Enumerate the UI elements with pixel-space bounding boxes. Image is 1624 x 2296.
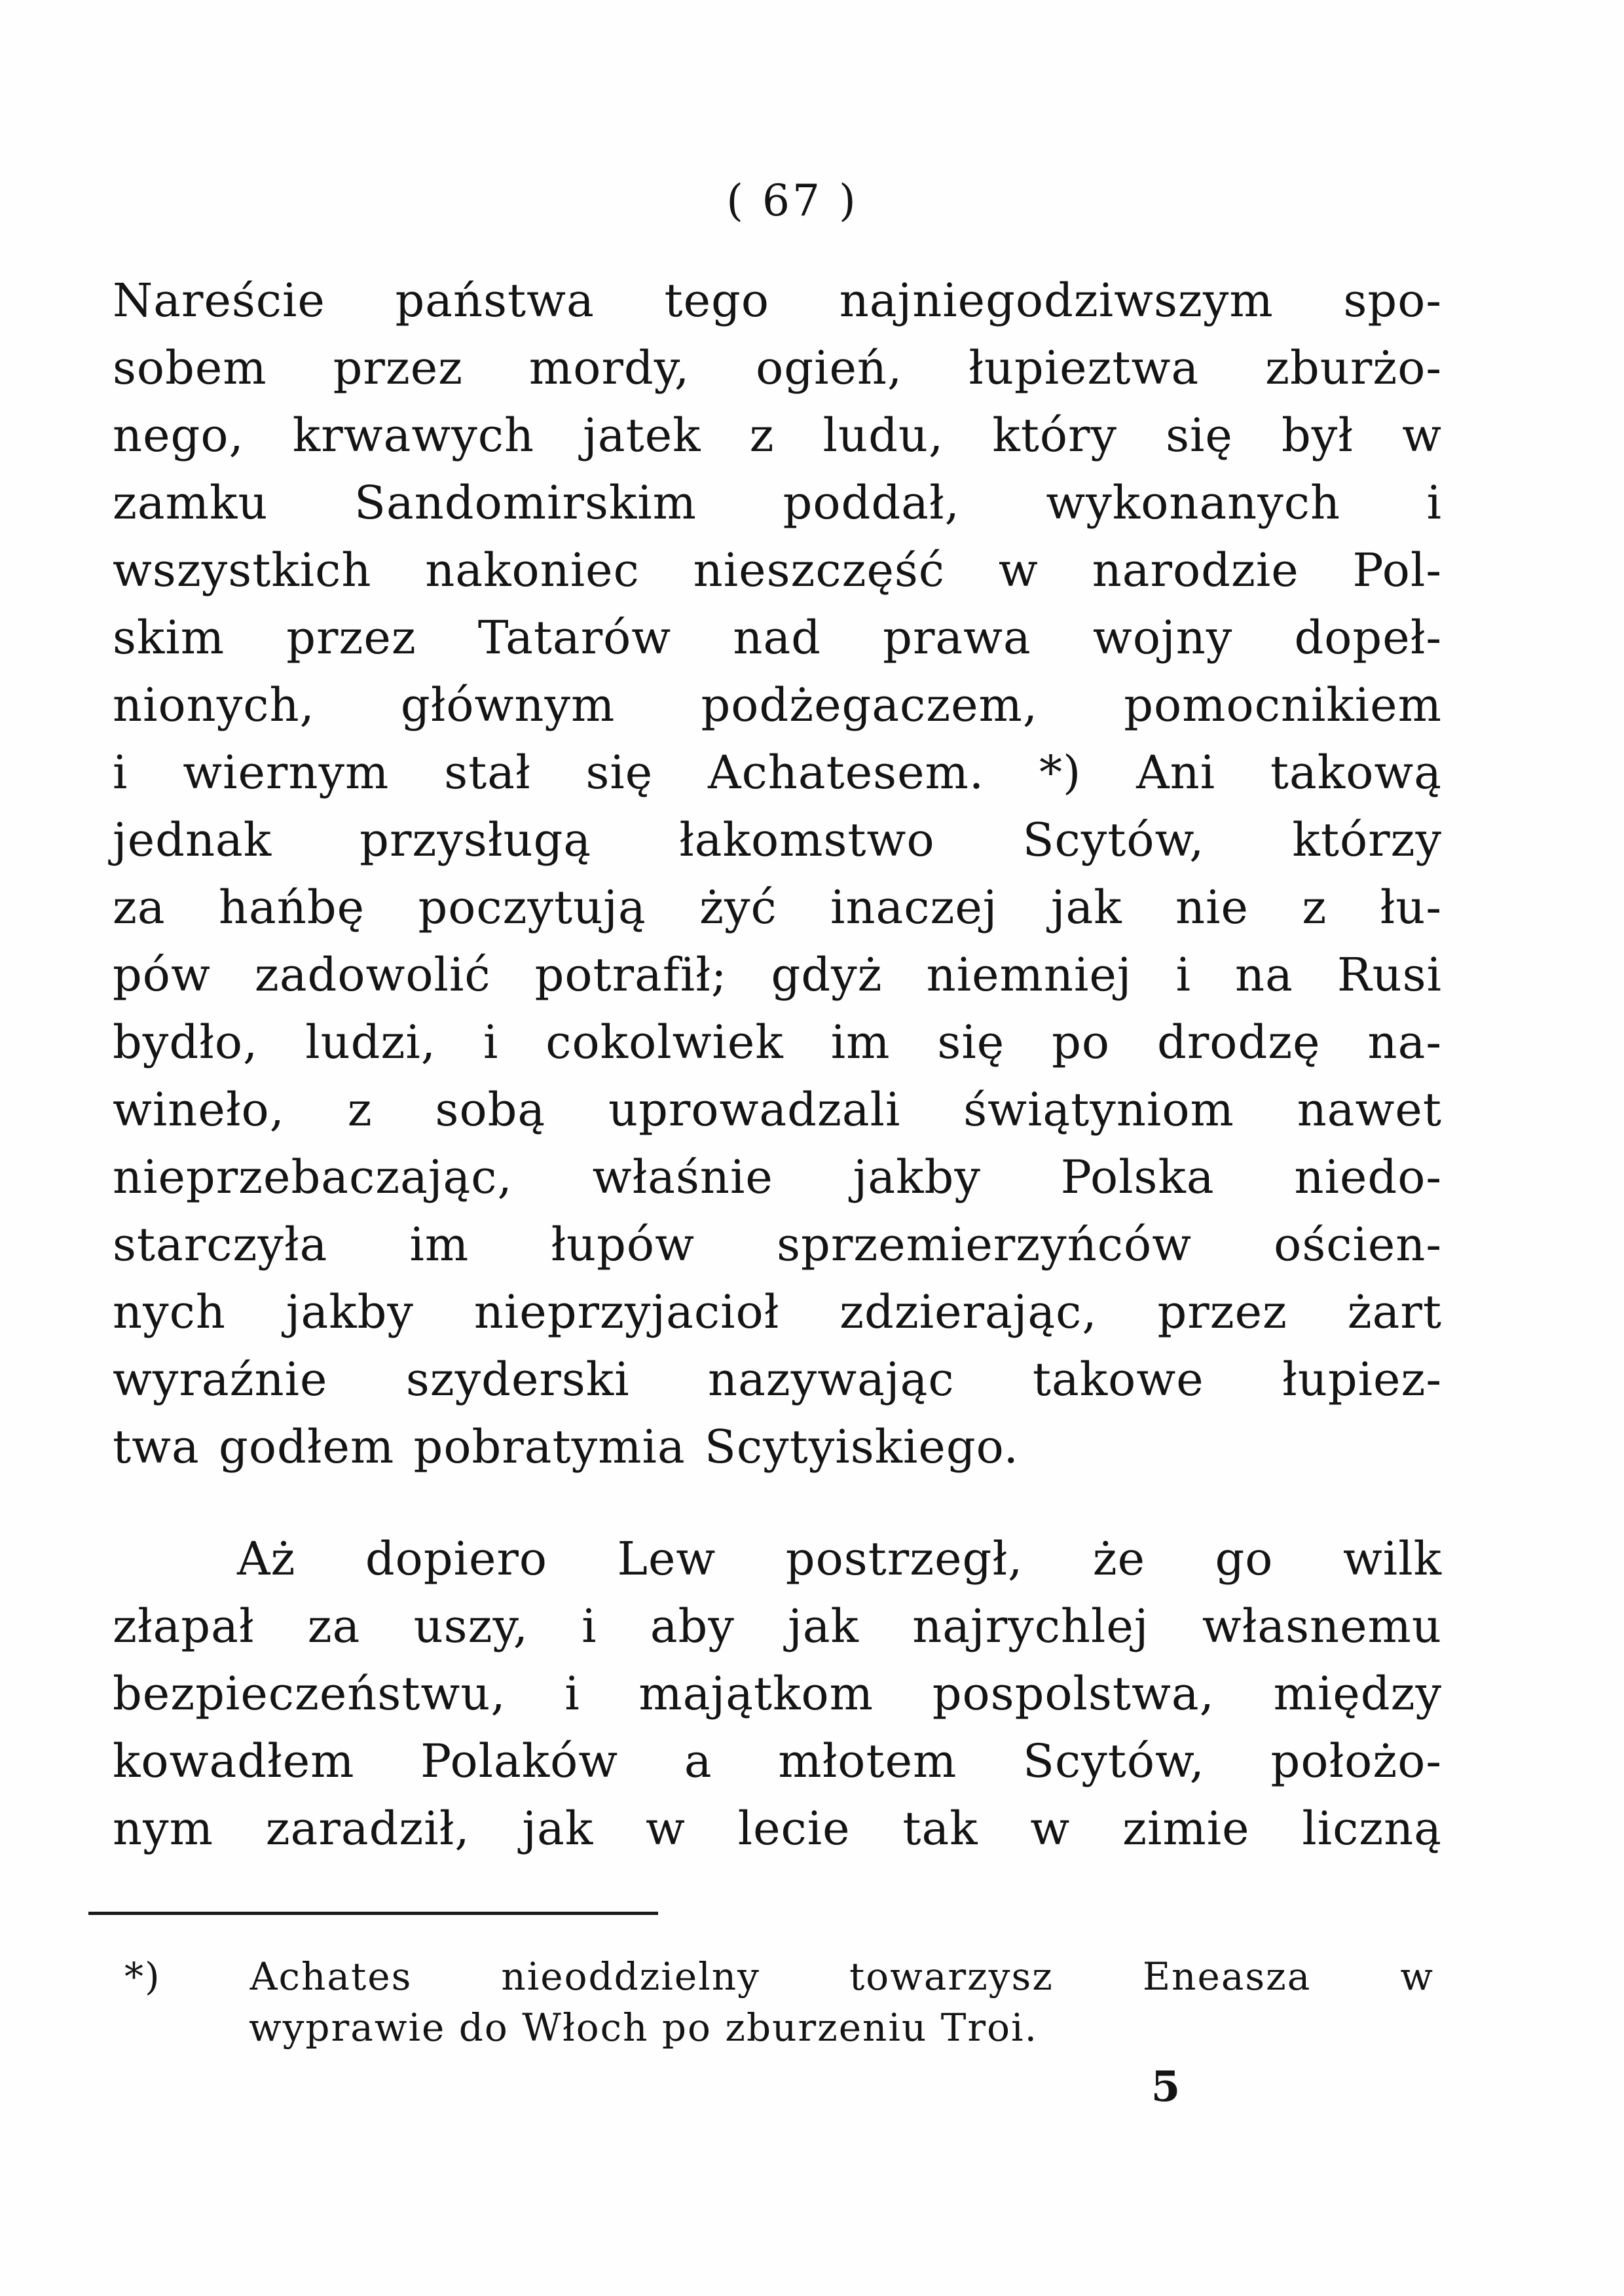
- text-line: nych jakby nieprzyjacioł zdzierając, przez żart: [113, 1285, 1442, 1339]
- text-line: nionych, głównym podżegaczem, pomocnikiem: [113, 678, 1442, 732]
- text-line: sobem przez mordy, ogień, łupieztwa zburżo-: [113, 341, 1442, 395]
- text-line: wszystkich nakoniec nieszczęść w narodzie Pol-: [113, 543, 1442, 597]
- paragraph-1: [113, 267, 1442, 1481]
- text-line: zamku Sandomirskim poddał, wykonanych i: [113, 476, 1442, 530]
- footnote-divider: [88, 1912, 658, 1915]
- text-line: bezpieczeństwu, i majątkom pospolstwa, między: [113, 1667, 1442, 1721]
- footnote-line: wyprawie do Włoch po zburzeniu Troi.: [249, 2005, 1039, 2050]
- text-line: nieprzebaczając, właśnie jakby Polska niedo-: [113, 1150, 1442, 1204]
- paragraph-2: [113, 1525, 1442, 1863]
- text-line: Nareście państwa tego najniegodziwszym spo-: [113, 274, 1442, 327]
- text-line: za hańbę poczytują żyć inaczej jak nie z łu-: [113, 881, 1442, 934]
- text-line: skim przez Tatarów nad prawa wojny dopeł-: [113, 611, 1442, 665]
- text-line: pów zadowolić potrafił; gdyż niemniej i na Rusi: [113, 948, 1442, 1002]
- text-line: kowadłem Polaków a młotem Scytów, położo-: [113, 1734, 1442, 1788]
- text-line: i wiernym stał się Achatesem. *) Ani takową: [113, 746, 1442, 799]
- text-line: wyraźnie szyderski nazywając takowe łupiez-: [113, 1353, 1442, 1406]
- text-line: bydło, ludzi, i cokolwiek im się po drodzę na-: [113, 1015, 1442, 1069]
- text-line: nym zaradził, jak w lecie tak w zimie liczną: [113, 1802, 1442, 1855]
- page-number: ( 67 ): [726, 175, 858, 226]
- text-line: jednak przysługą łakomstwo Scytów, którzy: [113, 813, 1442, 867]
- text-line: starczyła im łupów sprzemierzyńców ościen-: [113, 1218, 1442, 1271]
- text-line: Aż dopiero Lew postrzegł, że go wilk: [237, 1532, 1442, 1586]
- text-line: wineło, z sobą uprowadzali świątyniom nawet: [113, 1083, 1442, 1137]
- footnote-line: *) Achates nieoddzielny towarzysz Eneasza w: [124, 1954, 1434, 1999]
- footnote: [124, 1951, 1434, 2053]
- text-line: nego, krwawych jatek z ludu, który się był w: [113, 409, 1442, 462]
- signature-mark: 5: [1151, 2062, 1181, 2111]
- text-line: złapał za uszy, i aby jak najrychlej własnemu: [113, 1599, 1442, 1653]
- text-line: twa godłem pobratymia Scytyiskiego.: [113, 1420, 1019, 1474]
